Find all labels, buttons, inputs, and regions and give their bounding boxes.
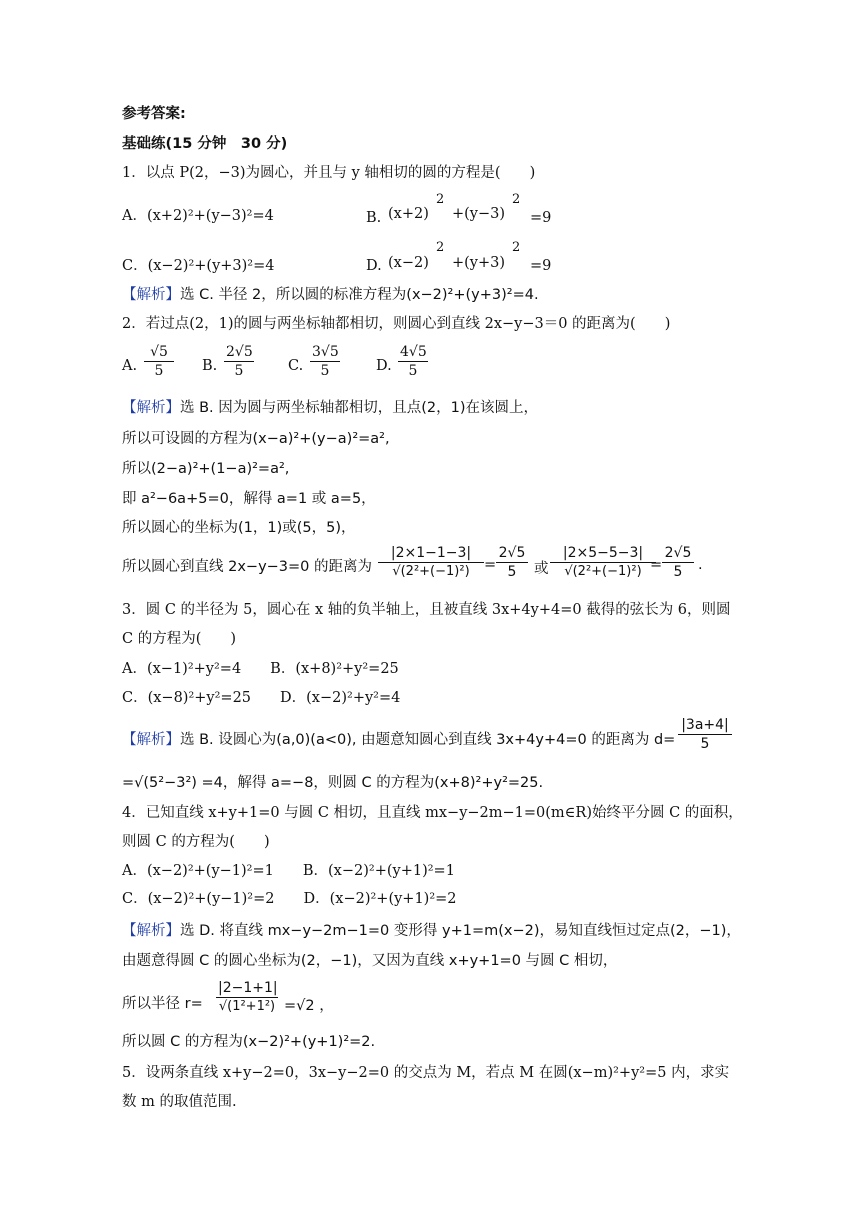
q1-option-d-exp2: 2 [512,240,521,255]
q1-option-d-part2: +(y+3) [452,255,506,271]
q2-analysis-3: 所以(2−a)²+(1−a)²=a², [122,461,290,477]
q4-analysis-2: 由题意得圆 C 的圆心坐标为(2，−1)，又因为直线 x+y+1=0 与圆 C 相切， [122,953,618,969]
q1-option-d-rhs: =9 [530,258,552,274]
q3-distance-fraction: |3a+4| 5 [678,717,732,752]
answer-heading: 参考答案: [122,106,186,122]
q1-stem: 1．以点 P(2，−3)为圆心，并且与 y 轴相切的圆的方程是( ) [122,165,536,181]
q1-option-b-label: B. [366,210,382,226]
q1-option-a: A．(x+2)²+(y−3)²=4 [122,208,274,224]
q2-analysis-2: 所以可设圆的方程为(x−a)²+(y−a)²=a², [122,431,390,447]
q1-option-d-exp1: 2 [436,240,445,255]
q4-radius-fraction: |2−1+1| √(1²+1²) [218,980,278,1014]
q3-options-row1: A．(x−1)²+y²=4 B．(x+8)²+y²=25 [122,661,399,677]
analysis-tag: 【解析】 [122,400,180,416]
q2-option-label: D. [376,358,392,374]
q1-option-d-label: D. [366,258,382,274]
q1-option-b-rhs: =9 [530,210,552,226]
q2-analysis-6: 所以圆心到直线 2x−y−3=0 的距离为 [122,559,373,575]
q4-stem-1: 4．已知直线 x+y+1=0 与圆 C 相切，且直线 mx−y−2m−1=0(m∈R)始终平分圆 C 的面积， [122,805,743,821]
section-title: 基础练(15 分钟 30 分) [122,136,288,152]
q2-fraction-1: |2×1−1−3| √(2²+(−1)²) [378,545,484,579]
analysis-tag: 【解析】 [122,923,180,939]
q2-analysis-4: 即 a²−6a+5=0，解得 a=1 或 a=5， [122,491,376,507]
q2-fraction-2: |2×5−5−3| √(2²+(−1)²) [550,545,656,579]
q1-option-b-exp1: 2 [436,192,445,207]
q2-stem: 2．若过点(2，1)的圆与两坐标轴都相切，则圆心到直线 2x−y−3＝0 的距离为( ) [122,316,671,332]
q4-options-row1: A．(x−2)²+(y−1)²=1 B．(x−2)²+(y+1)²=1 [122,863,455,879]
q2-option-fraction: √5 5 [144,344,174,379]
q4-options-row2: C．(x−2)²+(y−1)²=2 D．(x−2)²+(y+1)²=2 [122,891,457,907]
q2-analysis-5: 所以圆心的坐标为(1，1)或(5，5)， [122,520,356,536]
q2-option-label: A. [122,358,138,374]
q2-option-label: C. [288,358,304,374]
q1-analysis: 【解析】选 C. 半径 2，所以圆的标准方程为(x−2)²+(y+3)²=4. [122,287,539,303]
q2-analysis-1: 【解析】选 B. 因为圆与两坐标轴都相切，且点(2，1)在该圆上， [122,400,539,416]
q2-option-fraction: 4√5 5 [400,344,427,379]
q2-result-1: 2√5 5 [496,545,528,580]
q1-option-c: C．(x−2)²+(y+3)²=4 [122,258,275,274]
q3-analysis-2: =√(5²−3²) =4，解得 a=−8，则圆 C 的方程为(x+8)²+y²=25. [122,775,544,791]
q4-analysis-3: 所以半径 r= [122,996,203,1012]
q3-stem-1: 3．圆 C 的半径为 5，圆心在 x 轴的负半轴上，且被直线 3x+4y+4=0 截得的弦长为 6，则圆 [122,602,731,618]
q4-stem-2: 则圆 C 的方程为( ) [122,834,270,850]
q4-radius-result: =√2 ， [284,998,334,1014]
q1-option-b-exp2: 2 [512,192,521,207]
q2-option-fraction: 2√5 5 [226,344,253,379]
q2-result-2: 2√5 5 [662,545,694,580]
q3-analysis-1: 【解析】选 B. 设圆心为(a,0)(a<0), 由题意知圆心到直线 3x+4y+4=0 的距离为 d= [122,732,676,748]
analysis-tag: 【解析】 [122,732,180,748]
q4-analysis-1: 【解析】选 D. 将直线 mx−y−2m−1=0 变形得 y+1=m(x−2)，易知直线恒过定点(2，−1)， [122,923,741,939]
q5-stem-1: 5．设两条直线 x+y−2=0，3x−y−2=0 的交点为 M，若点 M 在圆(x−m)²+y²=5 内，求实 [122,1065,730,1081]
q5-stem-2: 数 m 的取值范围. [122,1094,237,1110]
q3-stem-2: C 的方程为( ) [122,631,237,647]
q3-options-row2: C．(x−8)²+y²=25 D．(x−2)²+y²=4 [122,690,401,706]
q1-option-d-part1: (x−2) [388,255,429,271]
q2-option-fraction: 3√5 5 [312,344,339,379]
q1-option-b-part1: (x+2) [388,206,429,222]
q2-option-label: B. [202,358,218,374]
q4-analysis-4: 所以圆 C 的方程为(x−2)²+(y+1)²=2. [122,1034,376,1050]
q1-option-b-part2: +(y−3) [452,206,506,222]
analysis-tag: 【解析】 [122,287,180,303]
